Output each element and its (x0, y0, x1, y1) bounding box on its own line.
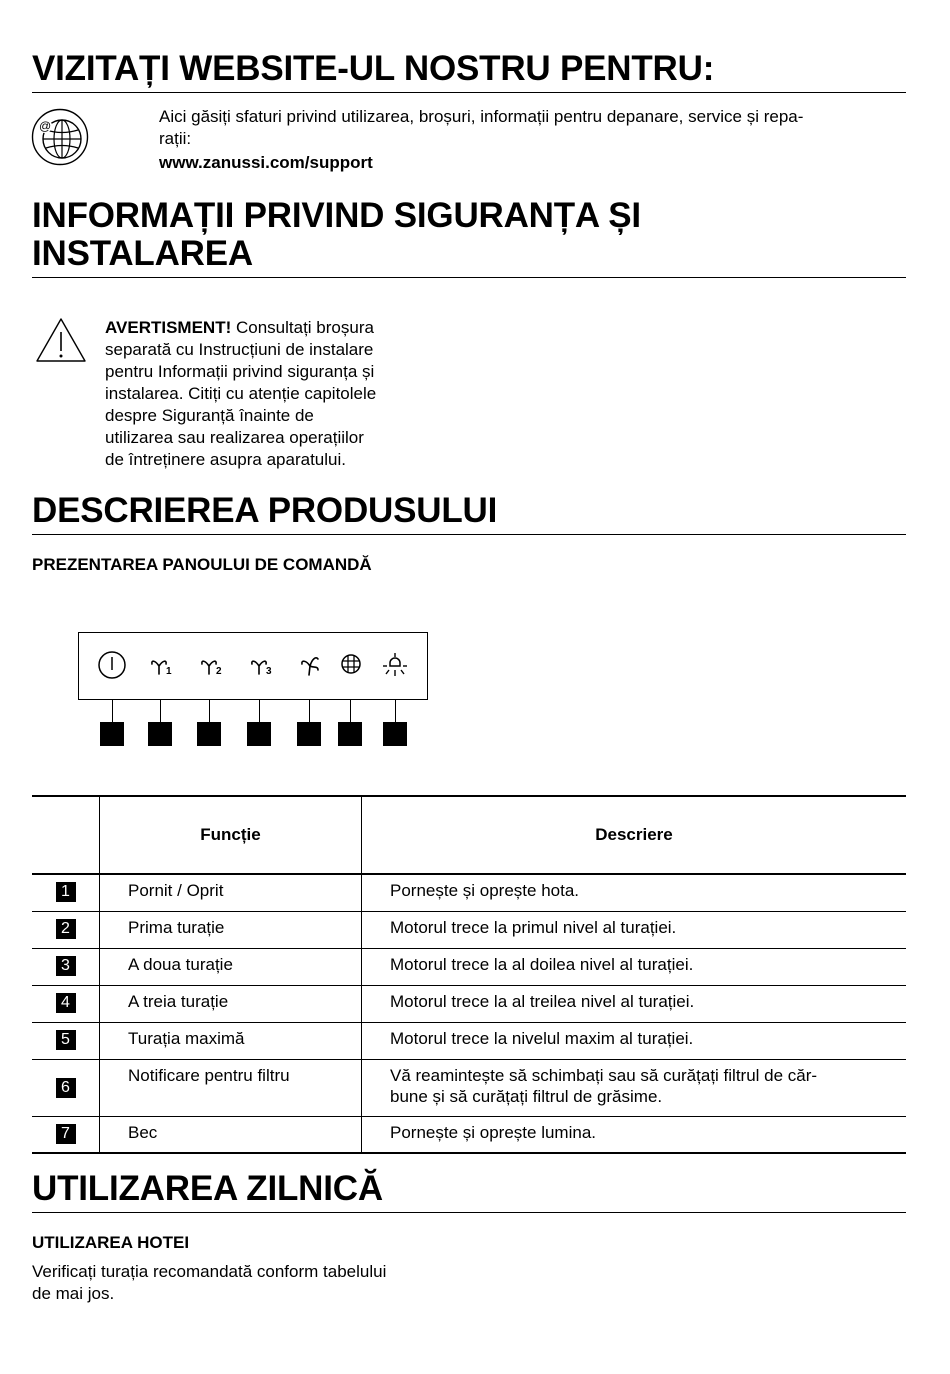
function-cell: A treia turație (128, 991, 229, 1011)
table-row (32, 948, 906, 985)
fan-speed-1-icon (147, 650, 177, 680)
fan-max-icon (296, 650, 326, 680)
callout-line (112, 700, 113, 722)
description-cell: Motorul trece la al doilea nivel al turației. (390, 954, 694, 974)
row-number-badge: 3 (56, 956, 76, 976)
hood-use-subheading: UTILIZAREA HOTEI (32, 1233, 190, 1252)
description-cell: Motorul trece la nivelul maxim al turației. (390, 1028, 694, 1048)
column-header-function: Funcție (100, 796, 362, 874)
description-cell: Vă reamintește să schimbați sau să curățați filtrul de căr- bune și să curățați filtrul de grăsime. (390, 1065, 818, 1106)
function-cell: Turația maximă (128, 1028, 245, 1048)
row-number-badge: 2 (56, 919, 76, 939)
description-cell: Pornește și oprește hota. (390, 881, 580, 900)
description-cell: Motorul trece la al treilea nivel al turației. (390, 991, 695, 1011)
callout-marker (100, 722, 124, 746)
table-row (32, 1022, 906, 1059)
callout-marker (338, 722, 362, 746)
product-description-heading: DESCRIEREA PRODUSULUI (32, 492, 906, 535)
callout-marker (247, 722, 271, 746)
function-cell: Pornit / Oprit (128, 881, 224, 900)
row-number-badge: 7 (56, 1124, 76, 1144)
callout-line (395, 700, 396, 722)
light-icon (380, 650, 410, 680)
function-cell: Prima turație (128, 917, 225, 937)
table-row (32, 985, 906, 1022)
control-panel-subheading: PREZENTAREA PANOULUI DE COMANDĂ (32, 555, 372, 574)
daily-use-text: Verificați turația recomandată conform tabelului de mai jos. (32, 1262, 387, 1303)
function-cell: A doua turație (128, 954, 233, 974)
warning-text: AVERTISMENT! Consultați broșura separată cu Instrucțiuni de instalare pentru Informații privind siguranța și instalarea. Citiți cu atenție capitolele despre Siguranță înainte de utilizarea sau realizarea operațiilor de întreținere asupra aparatului. (105, 318, 377, 469)
callout-line (209, 700, 210, 722)
warning-label: AVERTISMENT! (105, 318, 232, 337)
function-table (32, 795, 906, 1154)
row-number-badge: 5 (56, 1030, 76, 1050)
svg-text:@: @ (39, 119, 52, 133)
table-header-row (32, 796, 906, 874)
visit-website-heading: VIZITAȚI WEBSITE-UL NOSTRU PENTRU: (32, 50, 906, 93)
table-row (32, 1059, 906, 1116)
table-row (32, 1116, 906, 1153)
column-header-number (32, 796, 100, 874)
column-header-description: Descriere (362, 796, 907, 874)
support-url-link[interactable]: www.zanussi.com/support (159, 153, 373, 172)
callout-line (350, 700, 351, 722)
table-row (32, 874, 906, 911)
svg-text:1: 1 (166, 666, 172, 677)
fan-speed-3-icon (247, 650, 277, 680)
table-row (32, 911, 906, 948)
filter-grid-icon (336, 650, 366, 680)
svg-text:3: 3 (266, 666, 272, 677)
callout-marker (148, 722, 172, 746)
row-number-badge: 1 (56, 882, 76, 902)
safety-heading: INFORMAȚII PRIVIND SIGURANȚA ȘI INSTALAREA (32, 197, 906, 278)
callout-marker (197, 722, 221, 746)
function-cell: Notificare pentru filtru (128, 1065, 290, 1085)
web-globe-icon (31, 108, 89, 171)
daily-use-heading: UTILIZAREA ZILNICĂ (32, 1170, 906, 1213)
callout-marker (383, 722, 407, 746)
row-number-badge: 4 (56, 993, 76, 1013)
description-cell: Pornește și oprește lumina. (390, 1122, 596, 1142)
visit-description: Aici găsiți sfaturi privind utilizarea, broșuri, informații pentru depanare, service și repa- rații: www.zanussi.com/support (159, 106, 904, 174)
svg-text:2: 2 (216, 666, 222, 677)
function-cell: Bec (128, 1122, 158, 1142)
description-cell: Motorul trece la primul nivel al turației. (390, 917, 677, 937)
callout-line (160, 700, 161, 722)
power-icon (97, 650, 127, 680)
warning-triangle-icon (35, 317, 87, 368)
fan-speed-2-icon (197, 650, 227, 680)
row-number-badge: 6 (56, 1078, 76, 1098)
callout-marker (297, 722, 321, 746)
callout-line (309, 700, 310, 722)
callout-line (259, 700, 260, 722)
